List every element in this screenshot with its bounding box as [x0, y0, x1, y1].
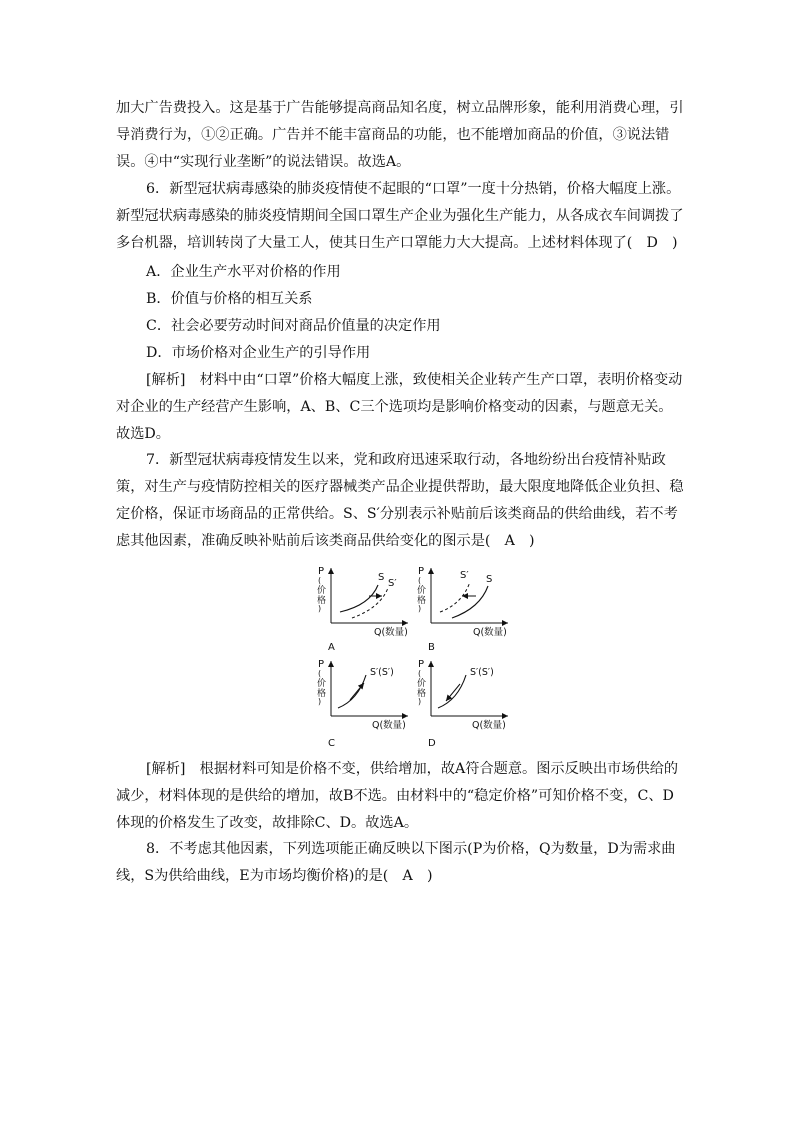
panel-a-curve-s-prime: [352, 588, 388, 618]
panel-b-p-label: P: [418, 566, 425, 577]
panel-c-move-arrow: [350, 683, 364, 700]
panel-a-q-label: Q(数量): [374, 627, 408, 638]
question-6-analysis: [解析] 材料中由“口罩”价格大幅度上涨，致使相关企业转产生产口罩，表明价格变动对企业的生产经营产生影响，A、B、C三个选项均是影响价格变动的因素，与题意无关。故选D。: [116, 372, 683, 442]
panel-a-p-axis-2: 价: [317, 586, 327, 596]
panel-c-curve: [338, 675, 366, 708]
panel-b-label-s: S: [486, 574, 493, 585]
panel-b: [417, 566, 508, 653]
panel-c-p-label: P: [318, 659, 325, 670]
question-7-stem: 7．新型冠状病毒疫情发生以来，党和政府迅速采取行动，各地纷纷出台疫情补贴政策，对生产与疫情防控相关的医疗器械类产品企业提供帮助，最大限度地降低企业负担、稳定价格，保证市场商品的正常供给。S、S′分别表示补贴前后该类商品的供给曲线，若不考虑其他因素，准确反映补贴前后该类商品供给变化的图示是( A ): [116, 452, 684, 549]
panel-b-q-label: Q(数量): [473, 627, 507, 638]
panel-b-curve-s-prime: [440, 582, 470, 612]
panel-d-letter: D: [428, 738, 436, 749]
panel-d-p-axis-2: 价: [417, 679, 427, 689]
panel-d-q-label: Q(数量): [472, 720, 506, 731]
panel-d-label-s: S′(S′): [470, 667, 494, 678]
panel-a-label-s: S: [378, 572, 385, 583]
panel-b-p-axis-3: 格: [417, 596, 427, 606]
panel-b-letter: B: [428, 642, 435, 653]
panel-b-p-axis-2: 价: [417, 586, 427, 596]
panel-d-p-axis-4: ): [418, 697, 422, 706]
panel-d: [417, 659, 508, 749]
panel-d-p-axis-3: 格: [417, 689, 427, 699]
panel-c-p-axis-3: 格: [317, 689, 327, 699]
question-6-stem: 6．新型冠状病毒感染的肺炎疫情使不起眼的“口罩”一度十分热销，价格大幅度上涨。新型冠状病毒感染的肺炎疫情期间全国口罩生产企业为强化生产能力，从各成衣车间调拨了多台机器，培训转岗了大量工人，使其日生产口罩能力大大提高。上述材料体现了( D ): [116, 181, 684, 251]
panel-d-p-axis-1: (: [418, 669, 422, 678]
q6-option-c: C．社会必要劳动时间对商品价值量的决定作用: [146, 318, 441, 334]
panel-d-curve: [438, 675, 466, 708]
q6-option-b: B．价值与价格的相互关系: [146, 291, 313, 307]
panel-a-p-axis-4: ): [318, 604, 322, 613]
panel-b-curve-s: [452, 586, 488, 618]
panel-b-p-axis-1: (: [418, 576, 422, 585]
panel-c: [317, 659, 408, 749]
panel-b-p-axis-4: ): [418, 604, 422, 613]
panel-a: [317, 566, 408, 653]
panel-a-label-s-prime: S′: [388, 578, 397, 589]
panel-a-p-axis-3: 格: [317, 596, 327, 606]
panel-c-p-axis-1: (: [318, 669, 322, 678]
panel-a-letter: A: [328, 642, 335, 653]
q6-option-a: A．企业生产水平对价格的作用: [146, 264, 341, 280]
panel-c-label-s: S′(S′): [370, 667, 394, 678]
panel-c-letter: C: [328, 738, 335, 749]
paragraph-prev-analysis: 加大广告费投入。这是基于广告能够提高商品知名度，树立品牌形象，能利用消费心理，引导消费行为，①②正确。广告并不能丰富商品的功能，也不能增加商品的价值，③说法错误。④中“实现行业垄断”的说法错误。故选A。: [116, 100, 684, 170]
panel-d-p-label: P: [418, 659, 425, 670]
panel-a-p-axis-1: (: [318, 576, 322, 585]
panel-b-label-s-prime: S′: [460, 570, 469, 581]
question-7-analysis: [解析] 根据材料可知是价格不变，供给增加，故A符合题意。图示反映出市场供给的减少，材料体现的是供给的增加，故B不选。由材料中的“稳定价格”可知价格不变，C、D体现的价格发生了改变，故排除C、D。故选A。: [116, 761, 679, 831]
panel-c-p-axis-4: ): [318, 697, 322, 706]
q6-option-d: D．市场价格对企业生产的引导作用: [146, 345, 371, 361]
panel-c-p-axis-2: 价: [317, 679, 327, 689]
panel-c-q-label: Q(数量): [372, 720, 406, 731]
panel-a-p-label: P: [318, 566, 325, 577]
question-8-stem: 8．不考虑其他因素，下列选项能正确反映以下图示(P为价格，Q为数量，D为需求曲线，S为供给曲线，E为市场均衡价格)的是( A ): [116, 841, 676, 884]
